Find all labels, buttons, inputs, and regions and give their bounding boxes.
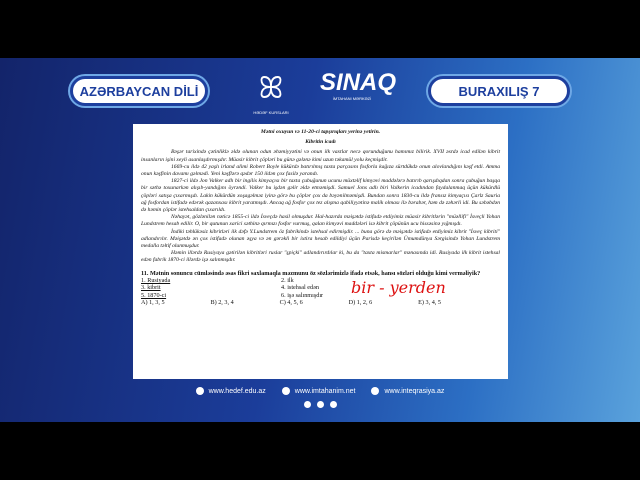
options — [141, 277, 500, 299]
option: 5. 1870-ci — [141, 291, 167, 299]
instagram-icon[interactable] — [330, 401, 337, 408]
sinaq-logo: SINAQ İMTAHANI MƏRKƏZİ — [320, 69, 397, 101]
youtube-icon[interactable] — [304, 401, 311, 408]
video-frame — [0, 58, 640, 422]
text-title: Kibritin icadı — [305, 139, 336, 146]
answer-c: C) 4, 5, 6 — [279, 299, 303, 307]
answer-b: B) 2, 3, 4 — [210, 299, 234, 307]
answer-choices — [141, 299, 441, 306]
instruction: Mətni oxuyun və 11-20-ci tapşırıqları yerinə yetirin. — [260, 129, 381, 135]
paragraph: 1669-cu ildə 42 yaşlı irland alimi Robert Boyle kükürdə batırılmış taxta parçasını fosforla kağıza sürtdükdə onun alovlandığını kəşf etdi. Amma onun kəşfinin davamı gəlmədi. Yeni kəşflərə qədər 150 ildən çox fasilə yarandı. — [141, 163, 500, 178]
footer — [0, 387, 640, 408]
paragraph: Həmin illərdə Rusiyaya gətirilən kibritləri ruslar "şpiçki" adlandırırdılar ki, bu da "taxta mismarlar" mənasında idi. Rusiyada ilk kibrit istehsal edən fabrik 1870-ci illərdə işə salınmışdır. — [141, 250, 500, 264]
globe-icon — [282, 387, 290, 395]
question-11 — [141, 270, 500, 307]
option: 6. işə salınmışdır — [281, 291, 324, 299]
answer-d: D) 1, 2, 6 — [348, 299, 373, 307]
paragraph: İndiki təhlükəsiz kibritləri ilk dəfə Y.Lundstrem öz fabrikində istehsal edirmişdir. ... buna görə də məişətdə istifadə etdiyimiz kibrit "İsveç kibriti" adlandırılır. Məişətdə ən çox istifadə olunan əşya və ən gərəkli bir ixtira hesab edildiyi üçün Parisdə keçirilən Ümumdünya Sərgisində Yohan Lundstrem medalla təltif olunmuşdur. — [141, 228, 500, 250]
link-inteqrasiya[interactable]: www.inteqrasiya.az — [371, 387, 444, 395]
facebook-icon[interactable] — [317, 401, 324, 408]
paragraph: Bəşər tarixində çətinliklə əldə olunan odun əhəmiyyətini və onun ilk vaxtlar necə qorunduğunu hamımız bilirik. XVII əsrdə icad edilən kibrit insanların işini xeyli asanlaşdırmışdır. Müasir kibrit çöpləri bu günə gələnə kimi uzun təkamül yolu keçmişdir. — [141, 149, 500, 163]
paragraph: Nəhayət, gözlənilən nəticə 1855-ci ildə İsveçdə hasil olmuşdur. Hal-hazırda məişətdə istifadə etdiyimiz müasir kibritlərin "müəllifi" İsveçli Yohan Lundstrem hesab edilir. O, bir qutunun xarici səthinə qırmızı fosfor vurmuş, qalan kimyəvi maddələri isə kibrit çöpünün ucu hissəsinə yığmışdı. — [141, 214, 500, 228]
link-imtahanim[interactable]: www.imtahanim.net — [282, 387, 356, 395]
handwritten-annotation: bir - yerden — [351, 278, 446, 298]
option: 3. kibrit — [141, 284, 161, 292]
globe-icon — [371, 387, 379, 395]
answer-e: E) 3, 4, 5 — [418, 299, 441, 307]
answer-a: A) 1, 3, 5 — [141, 299, 165, 307]
link-hedef[interactable]: www.hedef.edu.az — [196, 387, 266, 395]
globe-icon — [196, 387, 204, 395]
option: 4. istehsal edən — [281, 284, 319, 292]
subject-badge: AZƏRBAYCAN DİLİ — [70, 76, 208, 106]
exam-document — [133, 124, 508, 379]
option: 2. ilk — [281, 277, 294, 285]
hedef-logo: ꕤ HƏDƏF KURSLARI — [253, 72, 289, 115]
issue-badge: BURAXILIŞ 7 — [428, 76, 570, 106]
option: 1. Rusiyada — [141, 277, 171, 285]
paragraph: 1827-ci ildə Jon Valker adlı bir ingilis kimyaçısı bir taxta çubuğunun ucunu müxtəlif kimyəvi maddələrə batırıb qarışdıqdan sonra çubuğun başqa bir səthə toxunarkən alışıb-yandığını öyrəndi. Valker bu işdən gəlir əldə etməmişdi. Samuel Jons adlı biri Valkerin icadından faydalanmaq üçün kükürdlü çöpləri satışa çıxarmışdı. Lakin kükürdün xoşagəlməz iyinə görə bu çöplər çox da bəyənilməmişdi. Bundan sonra 1830-cu ildə fransız kimyaçısı Çarlz Sauria ağ fosfordan istifadə edərək qazanxası kibrit yaratmışdı. Ancaq ağ fosfor çox tez alışma qabiliyyətinə malik olması ilə bərabər, həm də zəhərli idi. Bu səbəbdən də həmin çöplər istehsaldan çıxarıldı. — [141, 178, 500, 214]
question-text: 11. Mətnin sonuncu cümləsində əsas fikri saxlamaqla məzmunu öz sözlərimizlə ifadə etsək, hansı sözləri olduğu kimi verməliyik? — [141, 269, 481, 277]
